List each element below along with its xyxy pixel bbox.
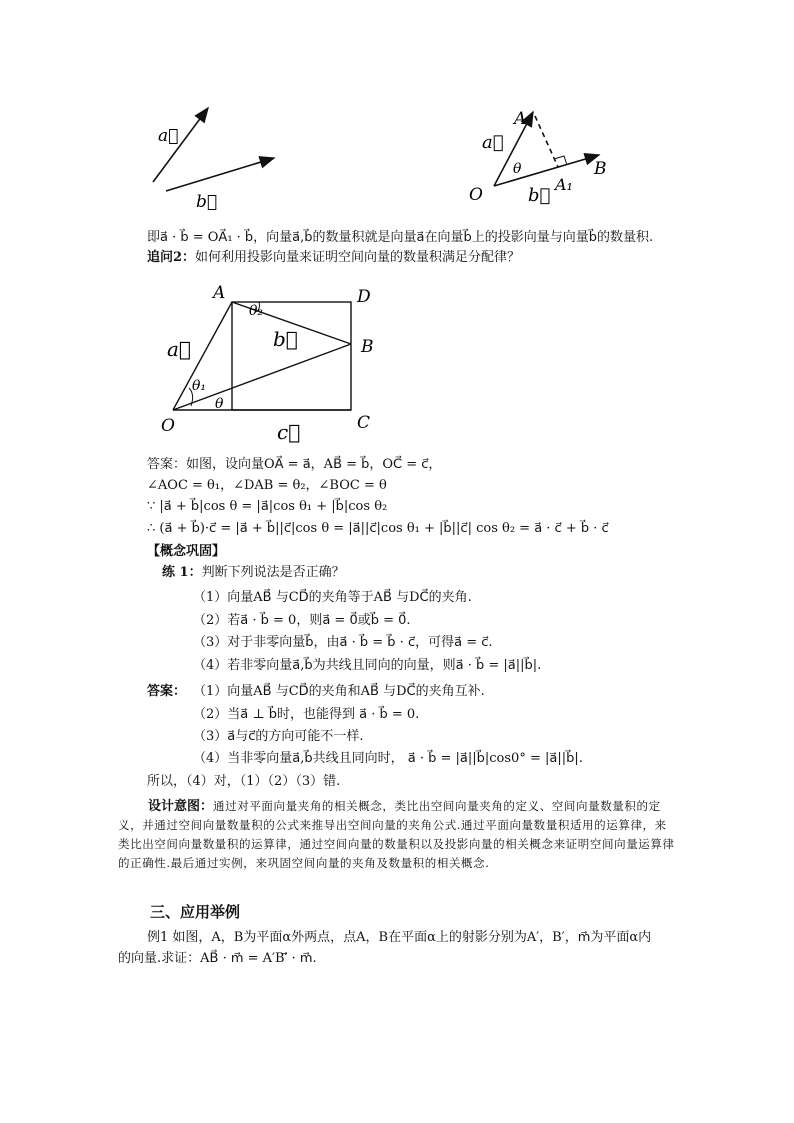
label-A1: A₁ (555, 175, 573, 194)
label-A: A (213, 283, 226, 303)
answer2-item-2: （2）当a⃗ ⊥ b⃗时，也能得到 a⃗ · b⃗ = 0. (193, 707, 420, 722)
exercise-text: 判断下列说法是否正确？ (201, 565, 345, 580)
figure-projection (460, 100, 630, 212)
exercise-item-3: （3）对于非零向量b⃗，由a⃗ · b⃗ = b⃗ · c⃗，可得a⃗ = c⃗. (193, 635, 493, 650)
label-D: D (357, 287, 371, 307)
figure-vectors-a-b (140, 95, 290, 215)
vector-b-arrow (166, 158, 274, 191)
exercise-item-4: （4）若非零向量a⃗,b⃗为共线且同向的向量，则a⃗ · b⃗ = |a⃗||b⃗|. (193, 658, 542, 673)
label-O: O (469, 185, 483, 205)
label-O: O (161, 416, 175, 436)
answer2-label (147, 683, 186, 701)
example-1-line-1: 例1 如图，A，B为平面α外两点，点A，B在平面α上的射影分别为A′，B′，m⃗为平面α内 (147, 930, 652, 945)
label-a: a⃗ (482, 132, 504, 153)
projection-explanation: 即a⃗ · b⃗ = OA⃗₁ · b⃗，向量a⃗,b⃗的数量积就是向量a⃗在向量b⃗上的投影向量与向量b⃗的数量积. (147, 230, 654, 245)
label-C: C (357, 413, 371, 433)
label-b: b⃗ (273, 327, 298, 351)
answer-line-1: 答案：如图，设向量OA⃗ = a⃗，AB⃗ = b⃗，OC⃗ = c⃗， (147, 457, 442, 472)
section-concept: 【概念巩固】 (147, 544, 226, 559)
answer-line-4: ∴ (a⃗ + b⃗)·c⃗ = |a⃗ + b⃗||c⃗|cos θ = |a⃗||c⃗|cos θ₁ + |b⃗||c⃗| cos θ₂ = a⃗ · c⃗ + b⃗ · c⃗ (147, 521, 609, 536)
answer-line-3: ∵ |a⃗ + b⃗|cos θ = |a⃗|cos θ₁ + |b⃗|cos θ₂ (147, 499, 388, 514)
label-theta2: θ₂ (249, 303, 264, 319)
exercise-item-2: （2）若a⃗ · b⃗ = 0，则a⃗ = 0⃗或b⃗ = 0⃗. (193, 613, 411, 628)
exercise-item-1: （1）向量AB⃗ 与CD⃗的夹角等于AB⃗ 与DC⃗的夹角. (193, 590, 472, 605)
label-B: B (361, 337, 374, 357)
label-c: c⃗ (277, 420, 301, 444)
exercise-label: 练 1： (162, 565, 202, 580)
figure-distributive (155, 282, 395, 447)
exercise-1 (162, 564, 345, 582)
label-A: A (514, 109, 527, 129)
label-a: a⃗ (158, 126, 179, 146)
design-intent (118, 797, 678, 873)
label-theta: θ (513, 161, 522, 177)
answer2-item-4: （4）当非零向量a⃗,b⃗共线且同向时， a⃗ · b⃗ = |a⃗||b⃗|cos0° = |a⃗||b⃗|. (193, 751, 583, 766)
vector-OB (494, 155, 599, 186)
label-B: B (594, 159, 607, 179)
followup-question (147, 249, 520, 267)
label-a: a⃗ (167, 337, 191, 361)
segment-OB (173, 344, 351, 410)
example-1-line-2: 的向量.求证：AB⃗ · m⃗ = A′B′⃗ · m⃗. (118, 951, 317, 966)
answer2-item-1: （1）向量AB⃗ 与CD⃗的夹角和AB⃗ 与DC⃗的夹角互补. (193, 684, 485, 699)
label-b: b⃗ (196, 192, 218, 212)
section-heading-3: 三、应用举例 (150, 903, 241, 921)
label-theta1: θ₁ (192, 378, 207, 394)
followup-label: 追问2： (147, 250, 196, 265)
answer2-label-text: 答案： (147, 684, 187, 699)
answer-line-2: ∠AOC = θ₁，∠DAB = θ₂，∠BOC = θ (147, 478, 387, 493)
conclusion: 所以，（4）对，（1）（2）（3）错. (147, 774, 341, 789)
answer2-item-3: （3）a⃗与c⃗的方向可能不一样. (193, 729, 364, 744)
label-theta: θ (215, 396, 224, 412)
design-text: 通过对平面向量夹角的相关概念，类比出空间向量夹角的定义、空间向量数量积的定义，并通过空间向量数量积的公式来推导出空间向量的夹角公式.通过平面向量数量积适用的运算律，来类比出空间向量数量积的运算律，通过空间向量的数量积以及投影向量的相关概念来证明空间向量运算律的正确性.最后通过实例，来巩固空间向量的夹角及数量积的相关概念. (118, 799, 675, 870)
design-label: 设计意图： (148, 799, 214, 814)
right-angle-mark (554, 156, 567, 165)
followup-text: 如何利用投影向量来证明空间向量的数量积满足分配律？ (195, 250, 521, 265)
label-b: b⃗ (528, 185, 551, 206)
